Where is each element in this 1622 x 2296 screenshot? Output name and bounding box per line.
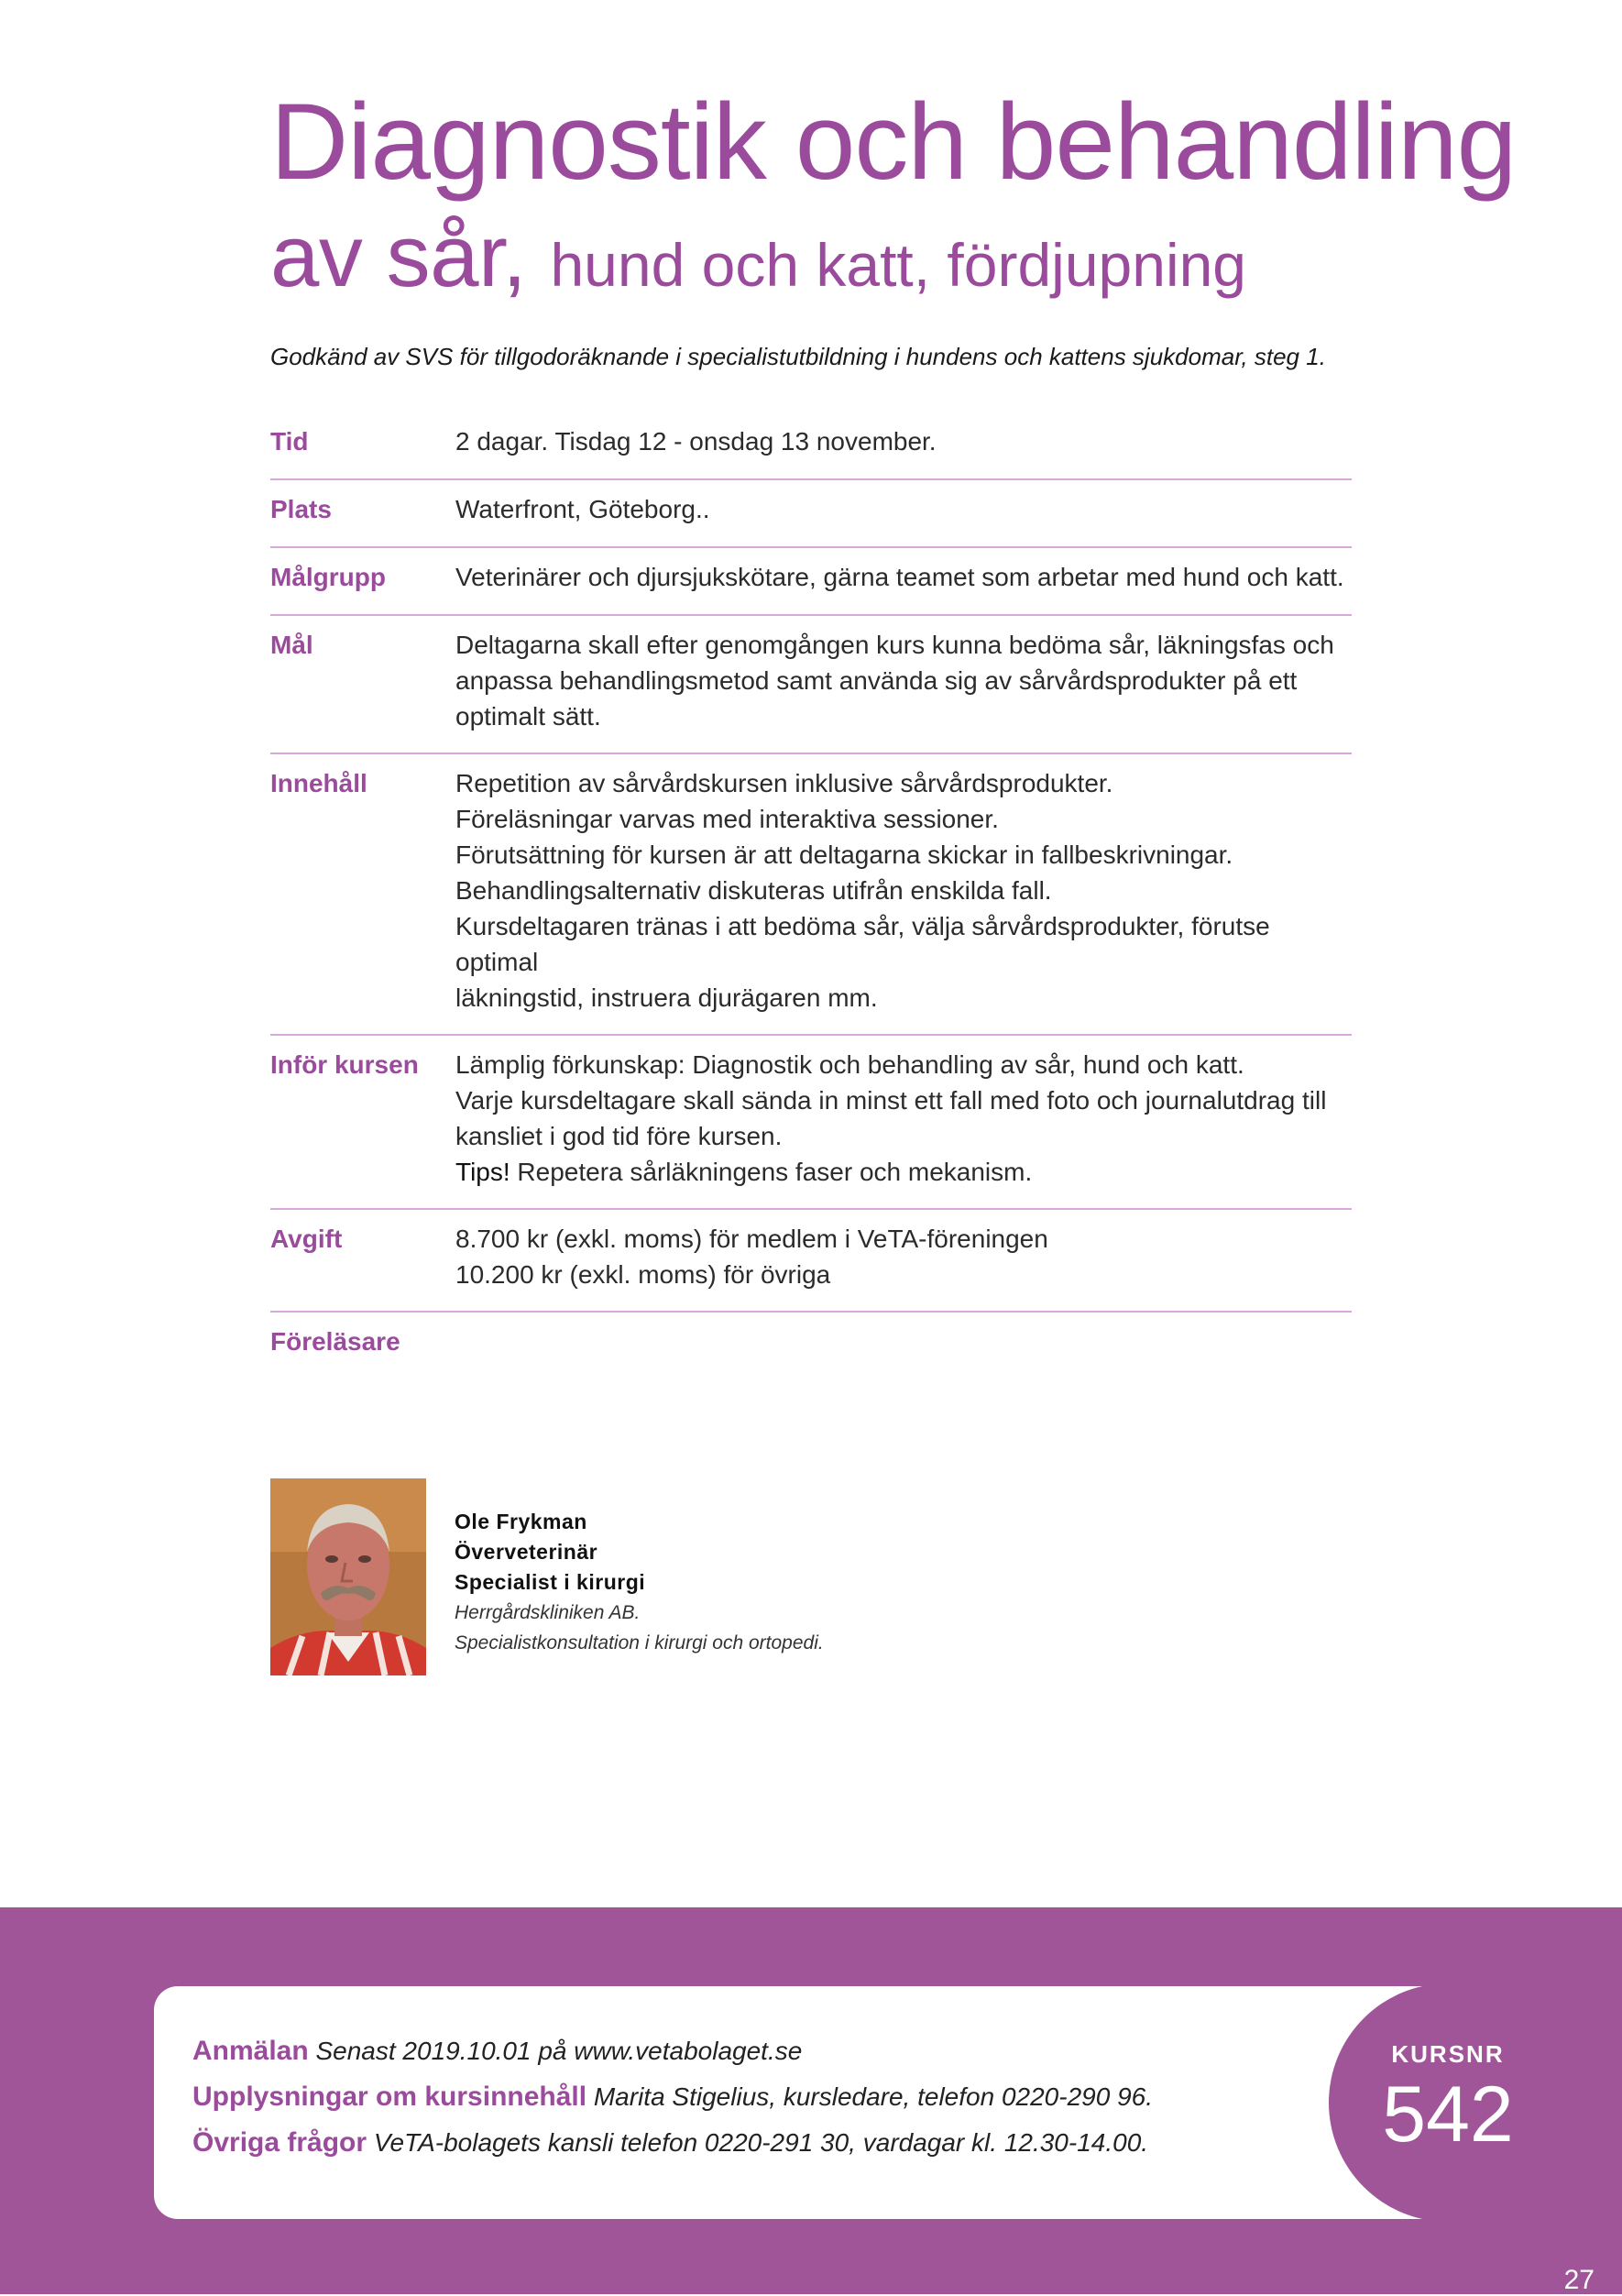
value-line: Deltagarna skall efter genomgången kurs kunna bedöma sår, läkningsfas och: [455, 631, 1334, 659]
row-malgrupp: [270, 548, 1352, 616]
upplysningar-label: Upplysningar om kursinnehåll: [192, 2082, 587, 2112]
anmalan-line: [192, 2028, 1329, 2074]
ovriga-label: Övriga frågor: [192, 2127, 367, 2158]
row-innehall: [270, 754, 1352, 1036]
tips-line: [455, 1154, 1352, 1190]
lecturer-title-1: Överveterinär: [455, 1540, 598, 1564]
value-line: kansliet i god tid före kursen.: [455, 1122, 783, 1150]
lecturer-info: [455, 1507, 1096, 1658]
lecturer-title-2: Specialist i kirurgi: [455, 1570, 646, 1594]
row-value: [455, 1324, 1352, 1360]
value-line: 10.200 kr (exkl. moms) för övriga: [455, 1260, 831, 1289]
value-line: 2 dagar. Tisdag 12 - onsdag 13 november.: [455, 427, 937, 456]
course-info-table: [270, 412, 1352, 1379]
value-line: Föreläsningar varvas med interaktiva sessioner.: [455, 805, 999, 833]
row-value: [455, 1221, 1352, 1292]
row-value: [455, 559, 1352, 596]
row-mal: [270, 616, 1352, 754]
row-label: Avgift: [270, 1225, 343, 1253]
row-value: [455, 627, 1352, 734]
upplysningar-text: Marita Stigelius, kursledare, telefon 0220-290 96.: [593, 2082, 1153, 2111]
lecturer-clinic: Herrgårdskliniken AB.: [455, 1602, 641, 1623]
footer-band: [0, 1907, 1622, 2294]
tips-text: Repetera sårläkningens faser och mekanism.: [510, 1158, 1033, 1186]
value-line: läkningstid, instruera djurägaren mm.: [455, 983, 878, 1012]
value-line: Repetition av sårvårdskursen inklusive sårvårdsprodukter.: [455, 769, 1113, 797]
lecturer-photo: [270, 1478, 426, 1675]
value-line: Waterfront, Göteborg..: [455, 495, 710, 523]
title-line-2: [270, 202, 1462, 320]
page-number: 27: [1563, 2265, 1595, 2295]
ovriga-line: [192, 2120, 1329, 2166]
row-forelasare: [270, 1313, 1352, 1379]
row-infor-kursen: [270, 1036, 1352, 1210]
row-plats: [270, 480, 1352, 548]
value-line: 8.700 kr (exkl. moms) för medlem i VeTA-föreningen: [455, 1225, 1048, 1253]
title-line-2-sub: hund och katt, fördjupning: [550, 231, 1247, 299]
contact-card: [154, 1986, 1437, 2219]
value-line: Förutsättning för kursen är att deltagarna skickar in fallbeskrivningar.: [455, 840, 1233, 869]
value-line: Varje kursdeltagare skall sända in minst ett fall med foto och journalutdrag till: [455, 1086, 1327, 1115]
title-line-1: Diagnostik och behandling: [270, 82, 1517, 203]
row-value: [455, 765, 1352, 1016]
upplysningar-line: [192, 2074, 1329, 2120]
lecturer-note: Specialistkonsultation i kirurgi och ortopedi.: [455, 1632, 824, 1653]
tips-label: Tips!: [455, 1158, 510, 1186]
row-label: Målgrupp: [270, 563, 386, 591]
row-value: [455, 423, 1352, 460]
row-label: Plats: [270, 495, 332, 523]
course-title: [270, 82, 1517, 320]
anmalan-label: Anmälan: [192, 2036, 309, 2066]
value-line: Veterinärer och djursjukskötare, gärna teamet som arbetar med hund och katt.: [455, 563, 1344, 591]
contact-lines: [192, 2028, 1329, 2166]
kursnr-label: KURSNR: [1391, 2040, 1505, 2068]
value-line: optimalt sätt.: [455, 702, 601, 731]
row-tid: [270, 412, 1352, 480]
row-label: Föreläsare: [270, 1327, 400, 1356]
row-label: Tid: [270, 427, 309, 456]
lecturer-name: Ole Frykman: [455, 1510, 587, 1533]
value-line: anpassa behandlingsmetod samt använda sig av sårvårdsprodukter på ett: [455, 666, 1298, 695]
value-line: Lämplig förkunskap: Diagnostik och behandling av sår, hund och katt.: [455, 1050, 1244, 1079]
row-avgift: [270, 1210, 1352, 1313]
value-line: Behandlingsalternativ diskuteras utifrån enskilda fall.: [455, 876, 1052, 905]
ovriga-text: VeTA-bolagets kansli telefon 0220-291 30, vardagar kl. 12.30-14.00.: [373, 2128, 1149, 2157]
anmalan-text: Senast 2019.10.01 på www.vetabolaget.se: [315, 2037, 803, 2065]
value-line: Kursdeltagaren tränas i att bedöma sår, välja sårvårdsprodukter, förutse optimal: [455, 912, 1270, 976]
row-label: Inför kursen: [270, 1050, 419, 1079]
row-label: Innehåll: [270, 769, 367, 797]
row-label: Mål: [270, 631, 313, 659]
kursnr-number: 542: [1382, 2071, 1514, 2159]
title-line-2-main: av sår,: [270, 207, 527, 305]
row-value: [455, 491, 1352, 528]
row-value: [455, 1047, 1352, 1190]
approval-note: Godkänd av SVS för tillgodoräknande i specialistutbildning i hundens och kattens sjukdomar, steg 1.: [270, 343, 1326, 370]
